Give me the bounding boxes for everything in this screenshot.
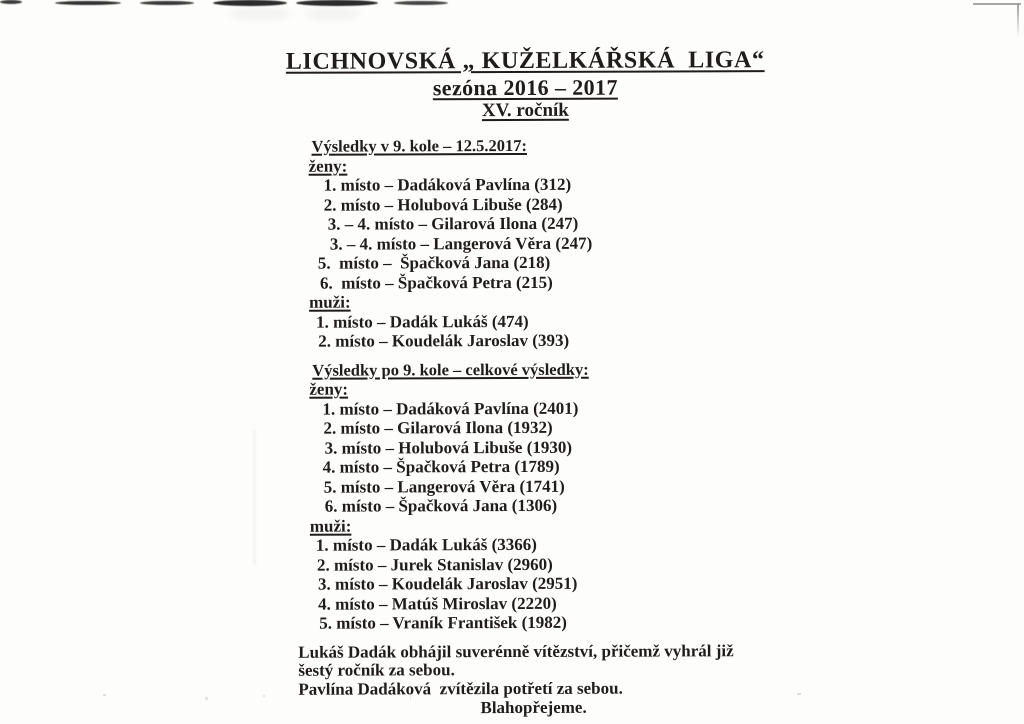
result-line: 2. místo – Gilarová Ilona (1932) [323,417,553,438]
result-line: 6. místo – Špačková Petra (215) [319,272,553,293]
document-title [0,44,1024,124]
result-line: 1. místo – Dadák Lukáš (3366) [315,534,537,555]
round-9-results-section [308,134,1024,351]
title-line-league: LICHNOVSKÁ „ KUŽELKÁŘSKÁ LIGA“ [285,47,765,75]
result-line: 3. – 4. místo – Gilarová Ilona (247) [327,213,579,234]
result-line: 4. místo – Matúš Miroslav (2220) [318,593,557,614]
result-line: 3. – 4. místo – Langerová Věra (247) [329,233,593,254]
group-label-men: muži: [309,292,351,312]
title-line-edition: XV. ročník [481,99,569,122]
section-heading: Výsledky v 9. kole – 12.5.2017: [311,135,527,156]
result-line: 5. místo – Vraník František (1982) [319,612,567,633]
congratulations-line: Blahopřejeme. [480,697,587,718]
result-line: 3. místo – Koudelák Jaroslav (2951) [318,573,578,594]
closing-line: Lukáš Dadák obhájil suverénně vítězství, přičemž vyhrál již [298,640,734,662]
result-line: 1. místo – Dadáková Pavlína (312) [323,174,572,195]
group-label-women: ženy: [308,156,348,176]
result-line: 5. místo – Langerová Věra (1741) [323,476,565,497]
group-label-women: ženy: [309,379,349,399]
result-line: 2. místo – Koudelák Jaroslav (393) [318,330,570,351]
result-line: 1. místo – Dadák Lukáš (474) [316,311,529,332]
result-line: 3. místo – Holubová Libuše (1930) [324,437,573,458]
result-line: 5. místo – Špačková Jana (218) [317,252,551,273]
group-label-men: muži: [309,516,352,536]
overall-results-section [309,358,1024,633]
closing-line: šestý ročník za sebou. [298,660,455,681]
closing-paragraph [298,641,1024,719]
result-line: 1. místo – Dadáková Pavlína (2401) [322,398,579,419]
section-heading: Výsledky po 9. kole – celkové výsledky: [312,359,589,380]
result-line: 6. místo – Špačková Jana (1306) [324,495,558,516]
results-body [308,134,1024,633]
result-line: 2. místo – Jurek Stanislav (2960) [316,554,553,575]
result-line: 2. místo – Holubová Libuše (284) [323,194,563,215]
result-line: 4. místo – Špačková Petra (1789) [322,456,560,477]
title-line-season: sezóna 2016 – 2017 [432,74,618,101]
closing-line: Pavlína Dadáková zvítězila potřetí za sebou. [298,678,623,699]
